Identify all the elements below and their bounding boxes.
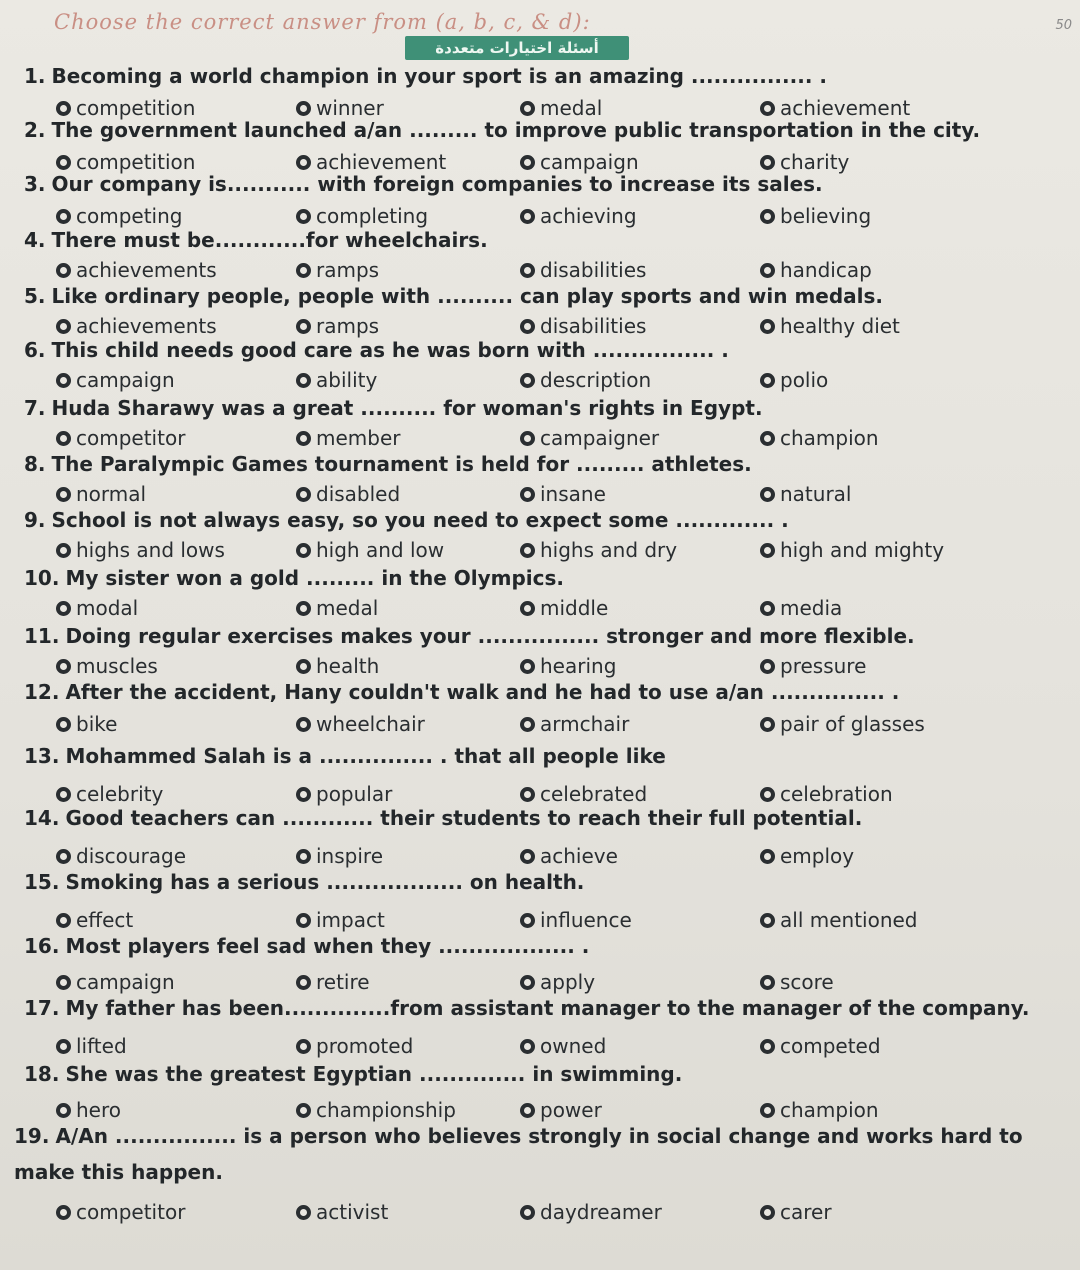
option-bubble-icon	[296, 1103, 311, 1118]
option-label: achieve	[540, 844, 618, 868]
option-bubble-icon	[520, 849, 535, 864]
option-bubble-icon	[56, 1205, 71, 1220]
option-bubble-icon	[520, 1205, 535, 1220]
option-a[interactable]	[56, 368, 175, 392]
option-d[interactable]	[760, 204, 871, 228]
option-bubble-icon	[56, 319, 71, 334]
option-label: campaign	[76, 368, 175, 392]
option-label: competition	[76, 96, 196, 120]
option-a[interactable]	[56, 970, 175, 994]
option-bubble-icon	[56, 487, 71, 502]
option-bubble-icon	[520, 1103, 535, 1118]
option-bubble-icon	[296, 487, 311, 502]
option-label: achieving	[540, 204, 637, 228]
question-number: 4.	[24, 228, 46, 252]
option-b[interactable]	[296, 844, 383, 868]
option-a[interactable]	[56, 782, 163, 806]
question-text: The government launched a/an ......... to improve public transportation in the city.	[51, 118, 981, 142]
option-label: pressure	[780, 654, 867, 678]
option-d[interactable]	[760, 908, 918, 932]
option-bubble-icon	[520, 263, 535, 278]
option-a[interactable]	[56, 204, 182, 228]
option-b[interactable]	[296, 96, 384, 120]
option-label: campaign	[540, 150, 639, 174]
option-label: retire	[316, 970, 370, 994]
option-label: owned	[540, 1034, 607, 1058]
option-c[interactable]	[520, 204, 637, 228]
option-d[interactable]	[760, 970, 834, 994]
option-label: insane	[540, 482, 606, 506]
option-a[interactable]	[56, 314, 217, 338]
option-c[interactable]	[520, 654, 616, 678]
question-8	[24, 452, 752, 476]
question-14	[24, 806, 862, 830]
option-c[interactable]	[520, 1200, 662, 1224]
instruction: Choose the correct answer from (a, b, c, & d):	[54, 10, 591, 34]
option-label: handicap	[780, 258, 872, 282]
option-bubble-icon	[760, 155, 775, 170]
option-bubble-icon	[296, 975, 311, 990]
question-text: Our company is........... with foreign companies to increase its sales.	[51, 172, 823, 196]
question-10	[24, 566, 564, 590]
option-bubble-icon	[56, 263, 71, 278]
option-label: ramps	[316, 314, 380, 338]
option-c[interactable]	[520, 712, 629, 736]
option-bubble-icon	[760, 975, 775, 990]
option-label: achievement	[316, 150, 447, 174]
option-label: high and low	[316, 538, 445, 562]
option-label: hearing	[540, 654, 617, 678]
question-3	[24, 172, 823, 196]
option-bubble-icon	[56, 543, 71, 558]
option-c[interactable]	[520, 1098, 602, 1122]
option-bubble-icon	[760, 787, 775, 802]
option-label: highs and lows	[76, 538, 225, 562]
option-bubble-icon	[520, 659, 535, 674]
question-number: 7.	[24, 396, 46, 420]
option-bubble-icon	[296, 849, 311, 864]
option-label: disabled	[316, 482, 401, 506]
option-a[interactable]	[56, 258, 217, 282]
question-number: 8.	[24, 452, 46, 476]
question-text: Good teachers can ............ their students to reach their full potential.	[65, 806, 863, 830]
question-19-continued: make this happen.	[14, 1160, 223, 1184]
option-bubble-icon	[760, 717, 775, 732]
option-bubble-icon	[56, 975, 71, 990]
option-c[interactable]	[520, 314, 646, 338]
option-b[interactable]	[296, 1098, 456, 1122]
option-bubble-icon	[520, 717, 535, 732]
option-bubble-icon	[760, 101, 775, 116]
question-11	[24, 624, 915, 648]
option-d[interactable]	[760, 482, 851, 506]
option-label: score	[780, 970, 834, 994]
option-bubble-icon	[56, 1039, 71, 1054]
option-label: healthy diet	[780, 314, 900, 338]
option-label: celebrity	[76, 782, 164, 806]
question-number: 12.	[24, 680, 60, 704]
option-bubble-icon	[520, 487, 535, 502]
option-d[interactable]	[760, 368, 828, 392]
option-bubble-icon	[520, 913, 535, 928]
question-text: My sister won a gold ......... in the Olympics.	[65, 566, 565, 590]
option-label: effect	[76, 908, 134, 932]
option-d[interactable]	[760, 96, 910, 120]
question-number: 9.	[24, 508, 46, 532]
option-label: bike	[76, 712, 118, 736]
option-c[interactable]	[520, 96, 602, 120]
question-2	[24, 118, 980, 142]
option-bubble-icon	[520, 543, 535, 558]
option-b[interactable]	[296, 426, 401, 450]
option-label: carer	[780, 1200, 832, 1224]
option-bubble-icon	[56, 155, 71, 170]
option-b[interactable]	[296, 908, 385, 932]
option-label: disabilities	[540, 258, 647, 282]
option-label: power	[540, 1098, 602, 1122]
option-b[interactable]	[296, 782, 392, 806]
option-bubble-icon	[760, 373, 775, 388]
option-b[interactable]	[296, 314, 379, 338]
question-15	[24, 870, 584, 894]
option-bubble-icon	[520, 101, 535, 116]
option-bubble-icon	[760, 849, 775, 864]
option-a[interactable]	[56, 96, 195, 120]
option-a[interactable]	[56, 482, 146, 506]
option-bubble-icon	[520, 601, 535, 616]
option-label: lifted	[76, 1034, 127, 1058]
option-b[interactable]	[296, 712, 425, 736]
option-label: member	[316, 426, 401, 450]
option-label: ability	[316, 368, 378, 392]
option-d[interactable]	[760, 782, 893, 806]
question-text: My father has been..............from assistant manager to the manager of the company.	[65, 996, 1030, 1020]
option-bubble-icon	[760, 487, 775, 502]
question-number: 3.	[24, 172, 46, 196]
option-b[interactable]	[296, 654, 379, 678]
question-number: 18.	[24, 1062, 60, 1086]
option-c[interactable]	[520, 482, 606, 506]
option-label: media	[780, 596, 843, 620]
option-label: disabilities	[540, 314, 647, 338]
option-b[interactable]	[296, 204, 428, 228]
option-bubble-icon	[56, 849, 71, 864]
option-bubble-icon	[520, 975, 535, 990]
option-label: achievements	[76, 258, 217, 282]
option-label: armchair	[540, 712, 630, 736]
option-label: highs and dry	[540, 538, 678, 562]
option-d[interactable]	[760, 1098, 879, 1122]
option-a[interactable]	[56, 426, 185, 450]
option-bubble-icon	[296, 155, 311, 170]
option-c[interactable]	[520, 970, 595, 994]
option-bubble-icon	[760, 1039, 775, 1054]
question-text: Becoming a world champion in your sport is an amazing ................ .	[51, 64, 827, 88]
option-bubble-icon	[760, 601, 775, 616]
option-bubble-icon	[296, 209, 311, 224]
question-number: 5.	[24, 284, 46, 308]
option-bubble-icon	[520, 155, 535, 170]
option-label: polio	[780, 368, 829, 392]
option-label: champion	[780, 426, 879, 450]
option-bubble-icon	[296, 1205, 311, 1220]
option-label: medal	[316, 596, 379, 620]
option-label: champion	[780, 1098, 879, 1122]
question-4	[24, 228, 488, 252]
option-b[interactable]	[296, 1034, 413, 1058]
option-a[interactable]	[56, 712, 117, 736]
option-label: completing	[316, 204, 429, 228]
option-label: description	[540, 368, 652, 392]
option-label: charity	[780, 150, 850, 174]
option-d[interactable]	[760, 258, 872, 282]
question-number: 6.	[24, 338, 46, 362]
option-d[interactable]	[760, 1034, 881, 1058]
option-bubble-icon	[56, 431, 71, 446]
option-bubble-icon	[296, 601, 311, 616]
option-bubble-icon	[760, 659, 775, 674]
question-17	[24, 996, 1030, 1020]
question-text: Doing regular exercises makes your ................ stronger and more flexible.	[65, 624, 915, 648]
option-c[interactable]	[520, 782, 647, 806]
option-bubble-icon	[760, 319, 775, 334]
option-label: all mentioned	[780, 908, 918, 932]
option-bubble-icon	[296, 1039, 311, 1054]
option-d[interactable]	[760, 1200, 832, 1224]
option-b[interactable]	[296, 970, 370, 994]
option-label: modal	[76, 596, 139, 620]
question-13	[24, 744, 666, 768]
option-c[interactable]	[520, 908, 632, 932]
option-c[interactable]	[520, 596, 608, 620]
option-bubble-icon	[760, 913, 775, 928]
option-label: campaigner	[540, 426, 660, 450]
question-text: Mohammed Salah is a ............... . that all people like	[65, 744, 666, 768]
question-16	[24, 934, 589, 958]
option-bubble-icon	[520, 209, 535, 224]
option-bubble-icon	[56, 373, 71, 388]
section-banner: أسئلة اختيارات متعددة	[405, 36, 629, 60]
option-bubble-icon	[296, 913, 311, 928]
question-19	[14, 1124, 1023, 1148]
option-label: employ	[780, 844, 855, 868]
option-label: ramps	[316, 258, 380, 282]
option-bubble-icon	[296, 101, 311, 116]
option-label: celebration	[780, 782, 893, 806]
option-bubble-icon	[56, 913, 71, 928]
option-label: discourage	[76, 844, 187, 868]
option-a[interactable]	[56, 596, 138, 620]
option-label: achievements	[76, 314, 217, 338]
option-c[interactable]	[520, 258, 646, 282]
option-d[interactable]	[760, 314, 900, 338]
option-label: daydreamer	[540, 1200, 662, 1224]
option-bubble-icon	[760, 431, 775, 446]
question-number: 16.	[24, 934, 60, 958]
question-number: 15.	[24, 870, 60, 894]
option-d[interactable]	[760, 538, 944, 562]
option-bubble-icon	[760, 543, 775, 558]
option-label: muscles	[76, 654, 158, 678]
option-label: campaign	[76, 970, 175, 994]
option-bubble-icon	[56, 209, 71, 224]
option-bubble-icon	[56, 659, 71, 674]
option-label: activist	[316, 1200, 389, 1224]
question-text: Most players feel sad when they .................. .	[65, 934, 590, 958]
option-a[interactable]	[56, 538, 225, 562]
option-label: wheelchair	[316, 712, 425, 736]
option-bubble-icon	[760, 1103, 775, 1118]
option-label: high and mighty	[780, 538, 945, 562]
option-c[interactable]	[520, 538, 677, 562]
option-label: middle	[540, 596, 609, 620]
question-text: After the accident, Hany couldn't walk and he had to use a/an ............... .	[65, 680, 900, 704]
option-d[interactable]	[760, 426, 879, 450]
option-label: impact	[316, 908, 385, 932]
option-label: competing	[76, 204, 183, 228]
question-number: 19.	[14, 1124, 50, 1148]
option-label: achievement	[780, 96, 911, 120]
question-text: This child needs good care as he was born with ................ .	[51, 338, 729, 362]
question-number: 2.	[24, 118, 46, 142]
option-label: competed	[780, 1034, 881, 1058]
option-label: believing	[780, 204, 872, 228]
question-number: 13.	[24, 744, 60, 768]
option-a[interactable]	[56, 150, 195, 174]
question-6	[24, 338, 729, 362]
option-a[interactable]	[56, 1098, 121, 1122]
option-d[interactable]	[760, 844, 854, 868]
option-label: winner	[316, 96, 384, 120]
question-text: Like ordinary people, people with .......... can play sports and win medals.	[51, 284, 884, 308]
option-label: medal	[540, 96, 603, 120]
option-c[interactable]	[520, 844, 618, 868]
question-text: A/An ................ is a person who believes strongly in social change and works hard to	[55, 1124, 1023, 1148]
option-b[interactable]	[296, 596, 378, 620]
option-label: inspire	[316, 844, 383, 868]
option-label: pair of glasses	[780, 712, 925, 736]
option-bubble-icon	[296, 659, 311, 674]
option-bubble-icon	[296, 717, 311, 732]
question-text: School is not always easy, so you need to expect some ............. .	[51, 508, 789, 532]
option-label: normal	[76, 482, 147, 506]
question-5	[24, 284, 883, 308]
option-label: competitor	[76, 426, 186, 450]
option-bubble-icon	[296, 373, 311, 388]
option-b[interactable]	[296, 258, 379, 282]
option-b[interactable]	[296, 368, 377, 392]
option-label: influence	[540, 908, 632, 932]
question-text: There must be............for wheelchairs.	[51, 228, 488, 252]
option-c[interactable]	[520, 426, 659, 450]
option-label: championship	[316, 1098, 456, 1122]
option-bubble-icon	[760, 209, 775, 224]
option-label: hero	[76, 1098, 121, 1122]
option-bubble-icon	[520, 1039, 535, 1054]
option-bubble-icon	[296, 431, 311, 446]
option-d[interactable]	[760, 712, 925, 736]
option-b[interactable]	[296, 150, 446, 174]
question-number: 1.	[24, 64, 46, 88]
option-label: competitor	[76, 1200, 186, 1224]
option-a[interactable]	[56, 908, 133, 932]
option-b[interactable]	[296, 482, 400, 506]
option-bubble-icon	[296, 787, 311, 802]
option-label: health	[316, 654, 380, 678]
option-bubble-icon	[56, 1103, 71, 1118]
option-label: popular	[316, 782, 393, 806]
question-number: 10.	[24, 566, 60, 590]
question-number: 14.	[24, 806, 60, 830]
option-a[interactable]	[56, 844, 186, 868]
corner-note: 50	[1055, 18, 1072, 33]
option-bubble-icon	[56, 601, 71, 616]
question-7	[24, 396, 763, 420]
option-bubble-icon	[520, 373, 535, 388]
question-9	[24, 508, 789, 532]
option-label: competition	[76, 150, 196, 174]
option-d[interactable]	[760, 654, 866, 678]
option-c[interactable]	[520, 368, 651, 392]
option-bubble-icon	[296, 319, 311, 334]
option-bubble-icon	[56, 787, 71, 802]
question-text: Smoking has a serious .................. on health.	[65, 870, 585, 894]
option-label: celebrated	[540, 782, 648, 806]
option-bubble-icon	[760, 1205, 775, 1220]
option-bubble-icon	[520, 319, 535, 334]
option-bubble-icon	[760, 263, 775, 278]
option-a[interactable]	[56, 1200, 185, 1224]
option-bubble-icon	[520, 787, 535, 802]
option-c[interactable]	[520, 150, 639, 174]
question-18	[24, 1062, 682, 1086]
question-text: Huda Sharawy was a great .......... for woman's rights in Egypt.	[51, 396, 763, 420]
option-d[interactable]	[760, 596, 842, 620]
option-bubble-icon	[56, 101, 71, 116]
question-text: She was the greatest Egyptian .............. in swimming.	[65, 1062, 683, 1086]
option-bubble-icon	[56, 717, 71, 732]
option-label: natural	[780, 482, 852, 506]
question-number: 17.	[24, 996, 60, 1020]
option-bubble-icon	[296, 263, 311, 278]
question-12	[24, 680, 899, 704]
option-b[interactable]	[296, 1200, 388, 1224]
option-bubble-icon	[296, 543, 311, 558]
option-d[interactable]	[760, 150, 849, 174]
option-c[interactable]	[520, 1034, 606, 1058]
option-a[interactable]	[56, 654, 158, 678]
option-a[interactable]	[56, 1034, 127, 1058]
option-b[interactable]	[296, 538, 444, 562]
option-label: promoted	[316, 1034, 414, 1058]
option-bubble-icon	[520, 431, 535, 446]
question-text: The Paralympic Games tournament is held for ......... athletes.	[51, 452, 752, 476]
option-label: apply	[540, 970, 596, 994]
question-1	[24, 64, 827, 88]
question-number: 11.	[24, 624, 60, 648]
